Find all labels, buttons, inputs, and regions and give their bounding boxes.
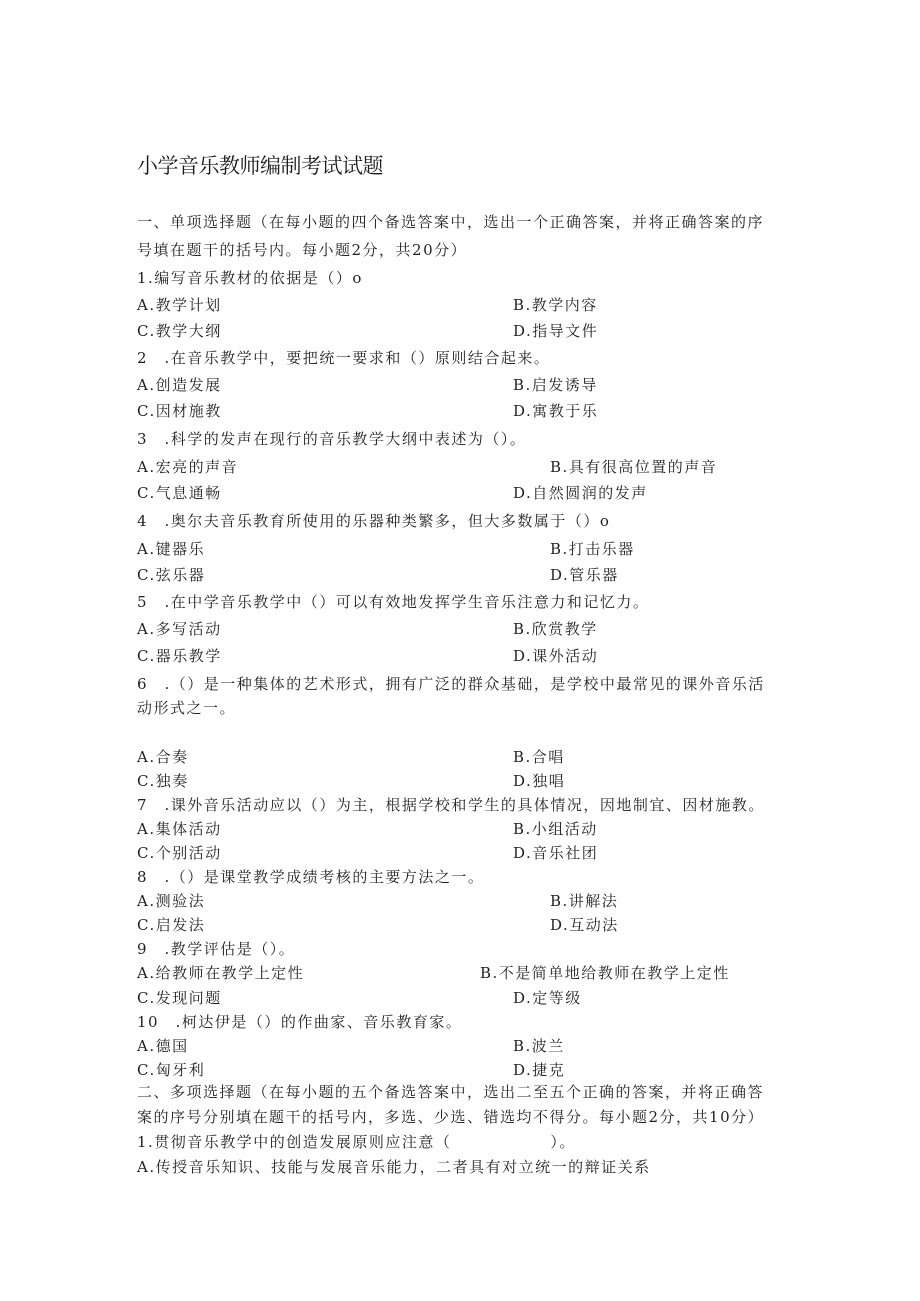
section2-q1-option-a: A.传授音乐知识、技能与发展音乐能力，二者具有对立统一的辩证关系: [137, 1158, 651, 1176]
q5-option-b: B.欣赏教学: [513, 620, 598, 638]
q4-option-d: D.管乐器: [550, 566, 619, 584]
q1-option-d: D.指导文件: [513, 322, 599, 340]
q2-option-c: C.因材施教: [137, 402, 222, 420]
q10-option-d: D.捷克: [513, 1061, 566, 1079]
q8-option-a: A.测验法: [137, 892, 206, 910]
q7-option-a: A.集体活动: [137, 820, 222, 838]
page-title: 小学音乐教师编制考试试题: [137, 154, 383, 178]
q10-option-b: B.波兰: [513, 1037, 565, 1055]
q9-option-c: C.发现问题: [137, 989, 222, 1007]
question-6-cont: 动形式之一。: [137, 699, 237, 717]
q10-option-c: C.匈牙利: [137, 1061, 206, 1079]
q1-option-b: B.教学内容: [513, 296, 598, 314]
q4-option-c: C.弦乐器: [137, 566, 206, 584]
question-1: 1.编写音乐教材的依据是（）o: [137, 269, 363, 287]
q2-option-b: B.启发诱导: [513, 376, 598, 394]
q6-option-d: D.独唱: [513, 772, 566, 790]
question-8: 8 .（）是课堂教学成绩考核的主要方法之一。: [137, 868, 485, 886]
q8-option-b: B.讲解法: [550, 892, 619, 910]
q7-option-b: B.小组活动: [513, 820, 598, 838]
section1-intro-line2: 号填在题干的括号内。每小题2分，共20分）: [137, 241, 468, 259]
q3-option-d: D.自然圆润的发声: [513, 484, 648, 502]
q9-option-a: A.给教师在教学上定性: [137, 964, 305, 982]
section2-question-1: 1.贯彻音乐教学中的创造发展原则应注意（ ）。: [137, 1133, 576, 1151]
q8-option-d: D.互动法: [550, 916, 619, 934]
question-3: 3 .科学的发声在现行的音乐教学大纲中表述为（）。: [137, 430, 527, 448]
q6-option-a: A.合奏: [137, 748, 189, 766]
q5-option-a: A.多写活动: [137, 620, 222, 638]
q4-option-b: B.打击乐器: [550, 540, 635, 558]
q1-option-a: A.教学计划: [137, 296, 222, 314]
q9-option-b: B.不是简单地给教师在教学上定性: [480, 964, 730, 982]
q10-option-a: A.德国: [137, 1037, 189, 1055]
q6-option-c: C.独奏: [137, 772, 189, 790]
q4-option-a: A.键器乐: [137, 540, 206, 558]
question-6: 6 .（）是一种集体的艺术形式，拥有广泛的群众基础，是学校中最常见的课外音乐活: [137, 675, 765, 693]
q7-option-c: C.个别活动: [137, 844, 222, 862]
q5-option-c: C.器乐教学: [137, 647, 222, 665]
q6-option-b: B.合唱: [513, 748, 565, 766]
q3-option-b: B.具有很高位置的声音: [550, 458, 718, 476]
q1-option-c: C.教学大纲: [137, 322, 222, 340]
q3-option-c: C.气息通畅: [137, 484, 222, 502]
question-10: 10 .柯达伊是（）的作曲家、音乐教育家。: [137, 1013, 463, 1031]
q9-option-d: D.定等级: [513, 989, 582, 1007]
question-9: 9 .教学评估是（）。: [137, 940, 296, 958]
question-7: 7 .课外音乐活动应以（）为主，根据学校和学生的具体情况，因地制宜、因材施教。: [137, 796, 765, 814]
question-2: 2 .在音乐教学中，要把统一要求和（）原则结合起来。: [137, 349, 551, 367]
section2-intro-line1: 二、多项选择题（在每小题的五个备选答案中，选出二至五个正确的答案，并将正确答: [137, 1083, 765, 1101]
q5-option-d: D.课外活动: [513, 647, 599, 665]
q3-option-a: A.宏亮的声音: [137, 458, 239, 476]
section2-intro-line2: 案的序号分别填在题干的括号内，多选、少选、错选均不得分。每小题2分，共10分）: [137, 1108, 765, 1126]
q8-option-c: C.启发法: [137, 916, 206, 934]
question-5: 5 .在中学音乐教学中（）可以有效地发挥学生音乐注意力和记忆力。: [137, 593, 650, 611]
section1-intro-line1: 一、单项选择题（在每小题的四个备选答案中，选出一个正确答案，并将正确答案的序: [137, 213, 765, 231]
question-4: 4 .奥尔夫音乐教育所使用的乐器种类繁多，但大多数属于（）o: [137, 512, 611, 530]
q2-option-d: D.寓教于乐: [513, 402, 599, 420]
q2-option-a: A.创造发展: [137, 376, 222, 394]
q7-option-d: D.音乐社团: [513, 844, 599, 862]
